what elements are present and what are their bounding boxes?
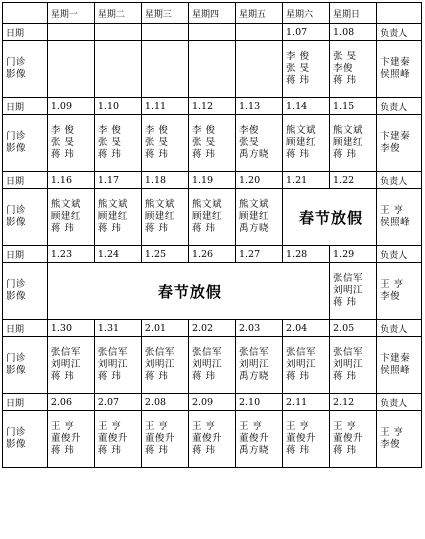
week6-staff-fri: 王 亨 董俊升 禹方晓 [235, 411, 282, 468]
week3-date-row [3, 172, 422, 189]
week5-date-tue: 1.31 [94, 320, 141, 337]
week1-date-row [3, 24, 422, 41]
week6-staff-tue: 王 亨 董俊升 蒋 玮 [94, 411, 141, 468]
clinic-imaging-label: 门诊 影像 [3, 189, 48, 246]
week5-responsible: 卞建秦 侯照峰 [377, 337, 422, 394]
week5-staff-mon: 张信军 刘明江 蒋 玮 [47, 337, 94, 394]
week4-spring-festival-holiday: 春节放假 [47, 263, 329, 320]
week1-staff-sun: 张 旻 李俊 蒋 玮 [330, 41, 377, 98]
week2-date-wed: 1.11 [141, 98, 188, 115]
week6-staff-mon: 王 亨 董俊升 蒋 玮 [47, 411, 94, 468]
week5-date-wed: 2.01 [141, 320, 188, 337]
week5-staff-row [3, 337, 422, 394]
week2-date-thu: 1.12 [188, 98, 235, 115]
date-label: 日期 [3, 320, 48, 337]
week6-responsible: 王 亨 李俊 [377, 411, 422, 468]
week1-date-wed [141, 24, 188, 41]
week5-date-row [3, 320, 422, 337]
week2-date-sun: 1.15 [330, 98, 377, 115]
header-sunday: 星期日 [330, 3, 377, 24]
week5-date-thu: 2.02 [188, 320, 235, 337]
weekday-header-row [3, 3, 422, 24]
week2-date-fri: 1.13 [235, 98, 282, 115]
date-label: 日期 [3, 24, 48, 41]
week3-staff-fri: 熊文斌 顾建红 禹方晓 [235, 189, 282, 246]
week3-staff-mon: 熊文斌 顾建红 蒋 玮 [47, 189, 94, 246]
clinic-imaging-label: 门诊 影像 [3, 263, 48, 320]
week1-staff-row [3, 41, 422, 98]
week1-staff-mon [47, 41, 94, 98]
date-label: 日期 [3, 394, 48, 411]
week1-staff-tue [94, 41, 141, 98]
week5-date-sun: 2.05 [330, 320, 377, 337]
week5-staff-tue: 张信军 刘明江 蒋 玮 [94, 337, 141, 394]
week2-staff-sat: 熊文斌 顾建红 蒋 玮 [283, 115, 330, 172]
header-thursday: 星期四 [188, 3, 235, 24]
responsible-label: 负责人 [377, 98, 422, 115]
week5-date-mon: 1.30 [47, 320, 94, 337]
week2-date-tue: 1.10 [94, 98, 141, 115]
week4-date-row [3, 246, 422, 263]
week6-date-sat: 2.11 [283, 394, 330, 411]
week3-staff-row [3, 189, 422, 246]
week2-staff-mon: 李 俊 张 旻 蒋 玮 [47, 115, 94, 172]
week3-staff-wed: 熊文斌 顾建红 蒋 玮 [141, 189, 188, 246]
week4-date-tue: 1.24 [94, 246, 141, 263]
week3-staff-tue: 熊文斌 顾建红 蒋 玮 [94, 189, 141, 246]
date-label: 日期 [3, 98, 48, 115]
week2-date-row [3, 98, 422, 115]
week6-date-thu: 2.09 [188, 394, 235, 411]
week6-date-wed: 2.08 [141, 394, 188, 411]
week5-staff-sat: 张信军 刘明江 蒋 玮 [283, 337, 330, 394]
week1-responsible: 卞建秦 侯照峰 [377, 41, 422, 98]
week1-date-fri [235, 24, 282, 41]
week3-date-mon: 1.16 [47, 172, 94, 189]
header-wednesday: 星期三 [141, 3, 188, 24]
week2-staff-tue: 李 俊 张 旻 蒋 玮 [94, 115, 141, 172]
week6-date-fri: 2.10 [235, 394, 282, 411]
week1-date-sat: 1.07 [283, 24, 330, 41]
week1-date-mon [47, 24, 94, 41]
week5-date-fri: 2.03 [235, 320, 282, 337]
responsible-label: 负责人 [377, 172, 422, 189]
week6-date-mon: 2.06 [47, 394, 94, 411]
week1-date-thu [188, 24, 235, 41]
week3-date-tue: 1.17 [94, 172, 141, 189]
week6-staff-row [3, 411, 422, 468]
header-saturday: 星期六 [283, 3, 330, 24]
week3-staff-thu: 熊文斌 顾建红 蒋 玮 [188, 189, 235, 246]
week4-date-sun: 1.29 [330, 246, 377, 263]
week6-staff-thu: 王 亨 董俊升 蒋 玮 [188, 411, 235, 468]
week2-date-mon: 1.09 [47, 98, 94, 115]
week6-staff-sun: 王 亨 董俊升 蒋 玮 [330, 411, 377, 468]
week1-staff-thu [188, 41, 235, 98]
header-corner-cell [3, 3, 48, 24]
clinic-imaging-label: 门诊 影像 [3, 41, 48, 98]
week6-date-tue: 2.07 [94, 394, 141, 411]
week4-date-fri: 1.27 [235, 246, 282, 263]
week6-staff-wed: 王 亨 董俊升 蒋 玮 [141, 411, 188, 468]
responsible-label: 负责人 [377, 320, 422, 337]
week2-staff-row [3, 115, 422, 172]
week3-date-fri: 1.20 [235, 172, 282, 189]
responsible-label: 负责人 [377, 394, 422, 411]
week4-date-sat: 1.28 [283, 246, 330, 263]
clinic-imaging-label: 门诊 影像 [3, 337, 48, 394]
week4-date-thu: 1.26 [188, 246, 235, 263]
week3-responsible: 王 亨 侯照峰 [377, 189, 422, 246]
week5-date-sat: 2.04 [283, 320, 330, 337]
week1-staff-fri [235, 41, 282, 98]
week5-staff-wed: 张信军 刘明江 蒋 玮 [141, 337, 188, 394]
week3-spring-festival-holiday: 春节放假 [283, 189, 377, 246]
week1-staff-wed [141, 41, 188, 98]
date-label: 日期 [3, 246, 48, 263]
week1-staff-sat: 李 俊 张 旻 蒋 玮 [283, 41, 330, 98]
week5-staff-thu: 张信军 刘明江 蒋 玮 [188, 337, 235, 394]
week6-date-sun: 2.12 [330, 394, 377, 411]
clinic-imaging-label: 门诊 影像 [3, 411, 48, 468]
week6-staff-sat: 王 亨 董俊升 蒋 玮 [283, 411, 330, 468]
week4-responsible: 王 亨 李俊 [377, 263, 422, 320]
header-tuesday: 星期二 [94, 3, 141, 24]
week4-date-wed: 1.25 [141, 246, 188, 263]
header-monday: 星期一 [47, 3, 94, 24]
week3-date-wed: 1.18 [141, 172, 188, 189]
week4-staff-row [3, 263, 422, 320]
clinic-imaging-label: 门诊 影像 [3, 115, 48, 172]
duty-schedule-table [2, 2, 422, 468]
week5-staff-sun: 张信军 刘明江 蒋 玮 [330, 337, 377, 394]
week3-date-thu: 1.19 [188, 172, 235, 189]
header-friday: 星期五 [235, 3, 282, 24]
week2-staff-thu: 李 俊 张 旻 蒋 玮 [188, 115, 235, 172]
week5-staff-fri: 张信军 刘明江 禹方晓 [235, 337, 282, 394]
week6-date-row [3, 394, 422, 411]
schedule-document [2, 2, 422, 468]
header-blank-cell [377, 3, 422, 24]
week3-date-sat: 1.21 [283, 172, 330, 189]
responsible-label: 负责人 [377, 24, 422, 41]
week2-staff-wed: 李 俊 张 旻 蒋 玮 [141, 115, 188, 172]
week2-staff-fri: 李俊 张旻 禹方晓 [235, 115, 282, 172]
week4-staff-sun: 张信军 刘明江 蒋 玮 [330, 263, 377, 320]
week2-staff-sun: 熊文斌 顾建红 蒋 玮 [330, 115, 377, 172]
responsible-label: 负责人 [377, 246, 422, 263]
week2-responsible: 卞建秦 李俊 [377, 115, 422, 172]
week1-date-sun: 1.08 [330, 24, 377, 41]
date-label: 日期 [3, 172, 48, 189]
week1-date-tue [94, 24, 141, 41]
week4-date-mon: 1.23 [47, 246, 94, 263]
week3-date-sun: 1.22 [330, 172, 377, 189]
week2-date-sat: 1.14 [283, 98, 330, 115]
